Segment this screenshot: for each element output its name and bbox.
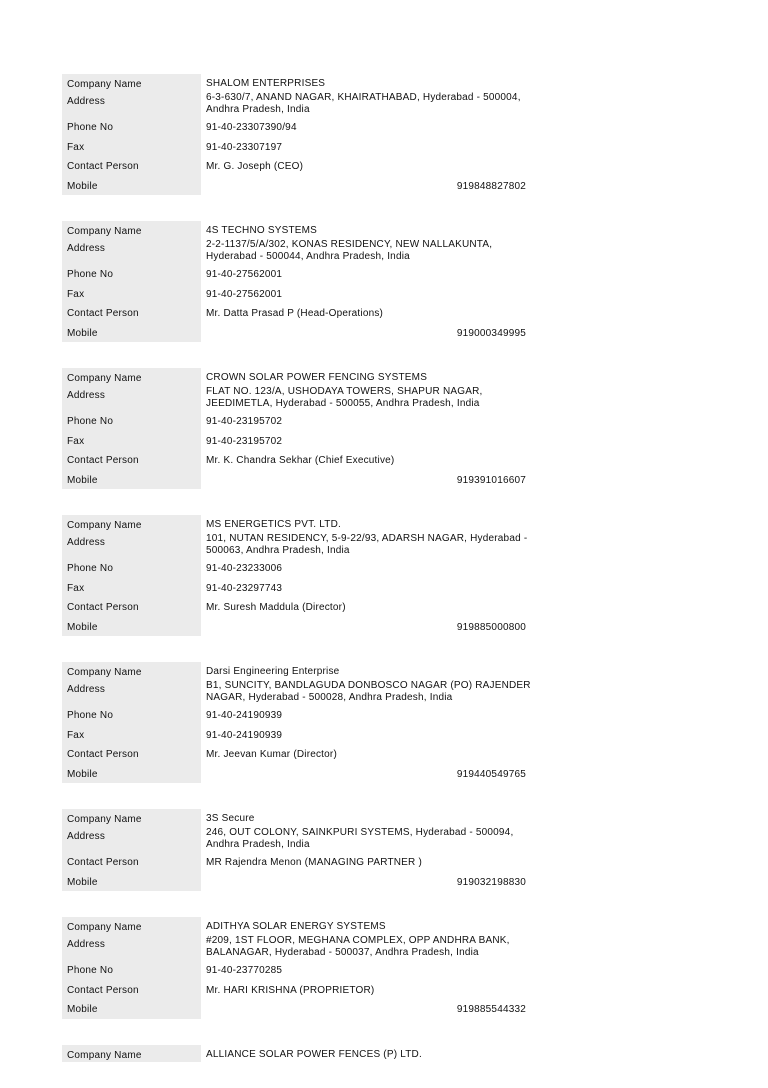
- contact-person-row: [62, 450, 532, 470]
- phone-row: [62, 558, 532, 578]
- address-value: 101, NUTAN RESIDENCY, 5-9-22/93, ADARSH NAGAR, Hyderabad - 500063, Andhra Pradesh, India: [206, 533, 528, 556]
- phone-label: Phone No: [62, 705, 201, 725]
- contact-person-label: Contact Person: [62, 597, 201, 617]
- contact-person-value: Mr. Datta Prasad P (Head-Operations): [206, 308, 384, 319]
- company-name-row: [62, 221, 532, 238]
- company-name-label: Company Name: [62, 221, 201, 238]
- phone-label: Phone No: [62, 117, 201, 137]
- phone-label: Phone No: [62, 558, 201, 578]
- mobile-label: Mobile: [62, 176, 201, 196]
- mobile-label: Mobile: [62, 617, 201, 637]
- company-entry: [62, 662, 532, 783]
- company-entry: [62, 368, 532, 489]
- address-value: B1, SUNCITY, BANDLAGUDA DONBOSCO NAGAR (PO) RAJENDER NAGAR, Hyderabad - 500028, Andhra Pradesh, India: [206, 680, 531, 703]
- phone-row: [62, 705, 532, 725]
- contact-person-value: Mr. HARI KRISHNA (PROPRIETOR): [206, 984, 375, 996]
- contact-person-label: Contact Person: [62, 744, 201, 764]
- phone-row: [62, 960, 532, 980]
- company-name-label: Company Name: [62, 368, 201, 385]
- address-value: #209, 1ST FLOOR, MEGHANA COMPLEX, OPP ANDHRA BANK, BALANAGAR, Hyderabad - 500037, Andhra Pradesh, India: [206, 935, 510, 958]
- company-entry: [62, 1045, 532, 1062]
- fax-row: [62, 284, 532, 304]
- company-name-value: MS ENERGETICS PVT. LTD.: [206, 519, 341, 530]
- company-name-value: Darsi Engineering Enterprise: [206, 666, 340, 677]
- address-label: Address: [62, 91, 201, 117]
- company-entry: [62, 74, 532, 195]
- company-name-row: [62, 917, 532, 934]
- contact-person-row: [62, 597, 532, 617]
- mobile-row: [62, 470, 532, 490]
- mobile-label: Mobile: [62, 999, 201, 1019]
- directory-listing: [62, 74, 532, 1088]
- mobile-row: [62, 323, 532, 343]
- fax-value: 91-40-24190939: [206, 729, 283, 741]
- fax-row: [62, 431, 532, 451]
- contact-person-row: [62, 156, 532, 176]
- company-name-row: [62, 74, 532, 91]
- company-name-row: [62, 515, 532, 532]
- company-entry: [62, 515, 532, 636]
- mobile-row: [62, 617, 532, 637]
- mobile-value: 919440549765: [456, 768, 526, 780]
- company-entry: [62, 221, 532, 342]
- fax-value: 91-40-23297743: [206, 582, 283, 594]
- fax-label: Fax: [62, 431, 201, 451]
- fax-label: Fax: [62, 137, 201, 157]
- contact-person-row: [62, 744, 532, 764]
- mobile-label: Mobile: [62, 872, 201, 892]
- company-entry: [62, 809, 532, 891]
- company-name-label: Company Name: [62, 662, 201, 679]
- company-name-value: 4S TECHNO SYSTEMS: [206, 225, 318, 236]
- phone-row: [62, 117, 532, 137]
- address-row: [62, 385, 532, 411]
- address-value: FLAT NO. 123/A, USHODAYA TOWERS, SHAPUR NAGAR, JEEDIMETLA, Hyderabad - 500055, Andhra Pradesh, India: [206, 386, 483, 409]
- company-name-value: CROWN SOLAR POWER FENCING SYSTEMS: [206, 372, 428, 383]
- company-name-value: ADITHYA SOLAR ENERGY SYSTEMS: [206, 921, 386, 932]
- phone-row: [62, 264, 532, 284]
- address-label: Address: [62, 826, 201, 852]
- fax-label: Fax: [62, 284, 201, 304]
- company-name-row: [62, 1045, 532, 1062]
- contact-person-label: Contact Person: [62, 303, 201, 323]
- contact-person-value: Mr. Jeevan Kumar (Director): [206, 749, 337, 760]
- mobile-value: 919032198830: [456, 876, 526, 888]
- company-name-row: [62, 662, 532, 679]
- company-name-label: Company Name: [62, 809, 201, 826]
- mobile-value: 919391016607: [456, 474, 526, 486]
- contact-person-value: Mr. G. Joseph (CEO): [206, 161, 304, 172]
- contact-person-label: Contact Person: [62, 156, 201, 176]
- company-name-value: SHALOM ENTERPRISES: [206, 78, 326, 89]
- contact-person-value: Mr. Suresh Maddula (Director): [206, 602, 346, 613]
- fax-row: [62, 137, 532, 157]
- phone-value: 91-40-23307390/94: [206, 122, 297, 133]
- contact-person-row: [62, 852, 532, 872]
- company-name-label: Company Name: [62, 74, 201, 91]
- address-row: [62, 679, 532, 705]
- mobile-label: Mobile: [62, 470, 201, 490]
- address-value: 2-2-1137/5/A/302, KONAS RESIDENCY, NEW NALLAKUNTA, Hyderabad - 500044, Andhra Pradesh, India: [206, 239, 493, 262]
- fax-value: 91-40-23307197: [206, 141, 283, 153]
- contact-person-value: Mr. K. Chandra Sekhar (Chief Executive): [206, 455, 395, 466]
- address-row: [62, 532, 532, 558]
- company-name-value: 3S Secure: [206, 813, 255, 824]
- address-row: [62, 826, 532, 852]
- address-label: Address: [62, 679, 201, 705]
- company-name-label: Company Name: [62, 515, 201, 532]
- phone-value: 91-40-24190939: [206, 710, 283, 721]
- company-name-label: Company Name: [62, 917, 201, 934]
- mobile-value: 919848827802: [456, 180, 526, 192]
- mobile-value: 919885000800: [456, 621, 526, 633]
- mobile-row: [62, 999, 532, 1019]
- mobile-row: [62, 872, 532, 892]
- company-name-row: [62, 809, 532, 826]
- company-name-row: [62, 368, 532, 385]
- address-value: 246, OUT COLONY, SAINKPURI SYSTEMS, Hyderabad - 500094, Andhra Pradesh, India: [206, 827, 514, 850]
- contact-person-value: MR Rajendra Menon (MANAGING PARTNER ): [206, 857, 422, 868]
- fax-row: [62, 725, 532, 745]
- company-entry: [62, 917, 532, 1019]
- mobile-value: 919000349995: [456, 327, 526, 339]
- phone-label: Phone No: [62, 264, 201, 284]
- address-value: 6-3-630/7, ANAND NAGAR, KHAIRATHABAD, Hyderabad - 500004, Andhra Pradesh, India: [206, 92, 521, 115]
- address-label: Address: [62, 934, 201, 960]
- contact-person-label: Contact Person: [62, 980, 201, 1000]
- mobile-row: [62, 176, 532, 196]
- contact-person-row: [62, 303, 532, 323]
- fax-label: Fax: [62, 725, 201, 745]
- phone-label: Phone No: [62, 960, 201, 980]
- fax-value: 91-40-27562001: [206, 288, 283, 300]
- address-row: [62, 91, 532, 117]
- phone-label: Phone No: [62, 411, 201, 431]
- mobile-label: Mobile: [62, 323, 201, 343]
- contact-person-label: Contact Person: [62, 852, 201, 872]
- company-name-value: ALLIANCE SOLAR POWER FENCES (P) LTD.: [206, 1048, 422, 1060]
- address-row: [62, 238, 532, 264]
- contact-person-label: Contact Person: [62, 450, 201, 470]
- fax-row: [62, 578, 532, 598]
- address-label: Address: [62, 238, 201, 264]
- contact-person-row: [62, 980, 532, 1000]
- phone-value: 91-40-27562001: [206, 269, 283, 280]
- address-label: Address: [62, 532, 201, 558]
- company-name-label: Company Name: [62, 1045, 201, 1062]
- phone-value: 91-40-23233006: [206, 563, 283, 574]
- phone-value: 91-40-23195702: [206, 416, 283, 427]
- address-row: [62, 934, 532, 960]
- phone-value: 91-40-23770285: [206, 965, 283, 976]
- fax-value: 91-40-23195702: [206, 435, 283, 447]
- phone-row: [62, 411, 532, 431]
- fax-label: Fax: [62, 578, 201, 598]
- mobile-row: [62, 764, 532, 784]
- address-label: Address: [62, 385, 201, 411]
- mobile-label: Mobile: [62, 764, 201, 784]
- mobile-value: 919885544332: [456, 1004, 526, 1015]
